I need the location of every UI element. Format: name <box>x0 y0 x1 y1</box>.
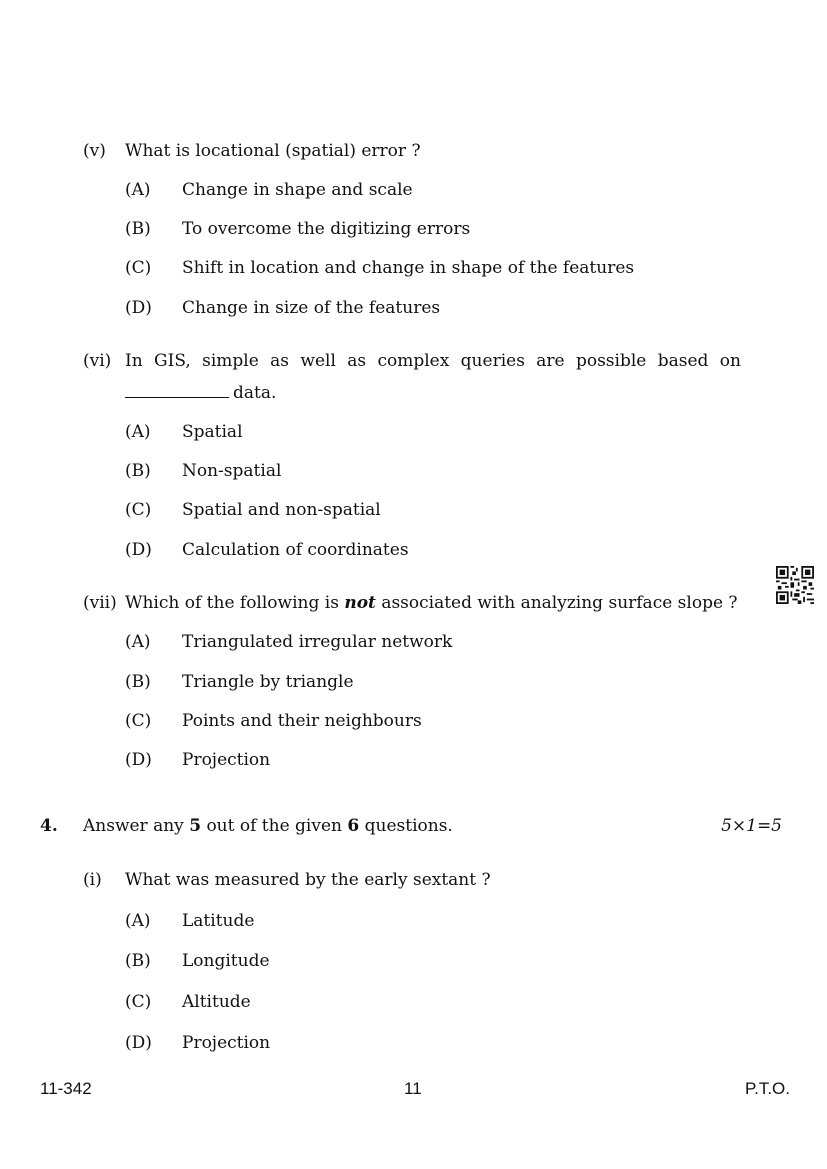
paper-code: 11-342 <box>40 1079 92 1098</box>
question-vi-end: data. <box>233 383 277 403</box>
question-word: queries <box>460 351 525 371</box>
question-word: In <box>125 351 143 371</box>
question-v-text: What is locational (spatial) error ? <box>125 141 421 161</box>
option-text: Longitude <box>182 951 270 971</box>
option-text: Altitude <box>182 992 251 1012</box>
question-word: based <box>657 351 709 371</box>
option-letter: (A) <box>125 911 151 931</box>
question-vii-number: (vii) <box>83 593 117 613</box>
question-word: GIS, <box>154 351 191 371</box>
option-letter: (C) <box>125 258 152 278</box>
question-vii-before: Which of the following is <box>125 593 339 613</box>
question-word: well <box>300 351 336 371</box>
option-text: Latitude <box>182 911 255 931</box>
instruction-total: 6 <box>347 816 360 836</box>
question-vii-emphasis: not <box>344 593 376 613</box>
option-text: Projection <box>182 750 271 770</box>
option-text: Spatial and non-spatial <box>182 500 381 520</box>
instruction-text: Answer any <box>83 816 184 836</box>
option-letter: (D) <box>125 1033 152 1053</box>
option-text: Change in shape and scale <box>182 180 413 200</box>
option-letter: (A) <box>125 632 151 652</box>
question-word: complex <box>377 351 450 371</box>
instruction-count: 5 <box>189 816 202 836</box>
fill-in-blank <box>125 383 229 398</box>
option-text: To overcome the digitizing errors <box>182 219 471 239</box>
option-text: Calculation of coordinates <box>182 540 409 560</box>
option-text: Change in size of the features <box>182 298 441 318</box>
question-word: as <box>347 351 367 371</box>
question-word: are <box>536 351 565 371</box>
option-letter: (A) <box>125 422 151 442</box>
option-letter: (B) <box>125 461 151 481</box>
option-letter: (D) <box>125 298 152 318</box>
option-letter: (D) <box>125 540 152 560</box>
option-text: Shift in location and change in shape of the features <box>182 258 635 278</box>
question-4-instruction <box>83 816 453 836</box>
question-vi-line-1 <box>125 351 741 371</box>
option-letter: (C) <box>125 992 152 1012</box>
question-4i-text: What was measured by the early sextant ? <box>125 870 491 890</box>
option-text: Points and their neighbours <box>182 711 422 731</box>
question-word: possible <box>575 351 647 371</box>
instruction-text: out of the given <box>206 816 342 836</box>
option-text: Non-spatial <box>182 461 282 481</box>
option-letter: (D) <box>125 750 152 770</box>
option-letter: (A) <box>125 180 151 200</box>
question-word: as <box>270 351 290 371</box>
question-vii-text <box>125 593 738 613</box>
please-turn-over: P.T.O. <box>744 1079 790 1098</box>
page-number: 11 <box>404 1079 422 1098</box>
option-letter: (B) <box>125 219 151 239</box>
option-letter: (B) <box>125 951 151 971</box>
instruction-text: questions. <box>364 816 453 836</box>
qr-code-icon <box>776 566 814 604</box>
option-letter: (C) <box>125 500 152 520</box>
marks-allocation: 5×1=5 <box>721 816 782 836</box>
option-text: Triangle by triangle <box>182 672 354 692</box>
option-text: Triangulated irregular network <box>182 632 453 652</box>
option-text: Projection <box>182 1033 271 1053</box>
option-text: Spatial <box>182 422 243 442</box>
question-v-number: (v) <box>83 141 106 161</box>
question-word: simple <box>202 351 259 371</box>
question-4-number: 4. <box>40 816 58 836</box>
question-4i-number: (i) <box>83 870 102 890</box>
question-vi-line-2 <box>125 383 276 403</box>
option-letter: (C) <box>125 711 152 731</box>
question-vii-after: associated with analyzing surface slope ? <box>381 593 738 613</box>
question-vi-number: (vi) <box>83 351 112 371</box>
question-word: on <box>719 351 741 371</box>
option-letter: (B) <box>125 672 151 692</box>
